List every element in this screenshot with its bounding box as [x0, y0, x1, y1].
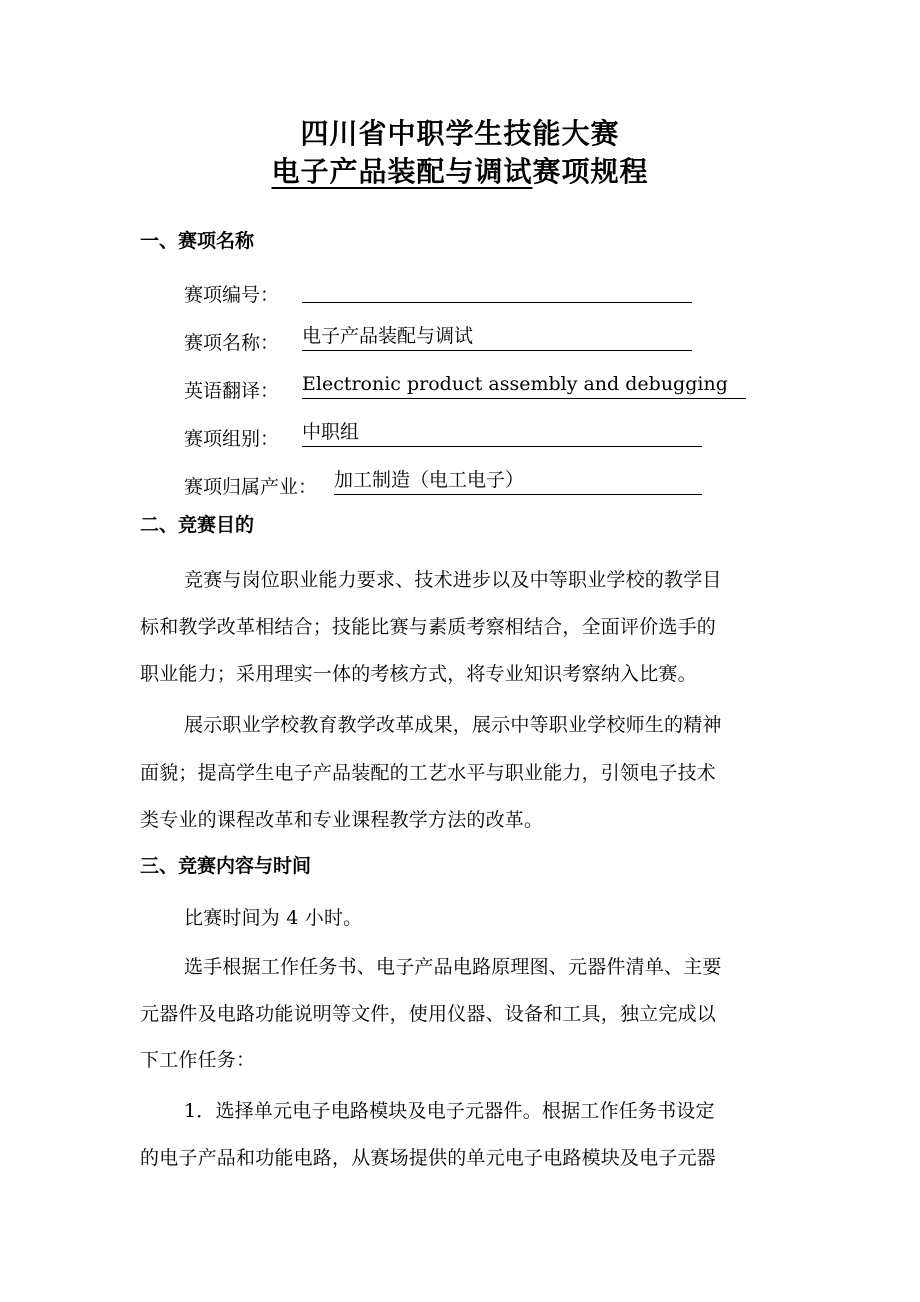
- field-value-english: Electronic product assembly and debugging: [302, 372, 746, 399]
- document-title-line2: [0, 150, 920, 190]
- field-value-event-number: [302, 276, 692, 303]
- paragraph-line: 元器件及电路功能说明等文件，使用仪器、设备和工具，独立完成以: [140, 1003, 717, 1025]
- paragraph-line: 比赛时间为 4 小时。: [184, 907, 363, 929]
- paragraph-line: 1．选择单元电子电路模块及电子元器件。根据工作任务书设定: [184, 1100, 715, 1122]
- paragraph-line: 下工作任务：: [140, 1049, 256, 1071]
- field-label-event-number: 赛项编号：: [184, 284, 280, 306]
- paragraph-line: 面貌；提高学生电子产品装配的工艺水平与职业能力，引领电子技术: [140, 762, 717, 784]
- paragraph-line: 展示职业学校教育教学改革成果，展示中等职业学校师生的精神: [184, 714, 722, 736]
- paragraph-line: 职业能力；采用理实一体的考核方式，将专业知识考察纳入比赛。: [140, 663, 697, 685]
- title-suffix: 赛项规程: [532, 155, 649, 188]
- field-label-industry: 赛项归属产业：: [184, 476, 318, 498]
- section3-heading: 三、竞赛内容与时间: [140, 855, 312, 877]
- field-value-industry: 加工制造（电工电子）: [334, 468, 702, 495]
- field-label-english: 英语翻译：: [184, 380, 280, 402]
- paragraph-line: 竞赛与岗位职业能力要求、技术进步以及中等职业学校的教学目: [184, 569, 722, 591]
- field-label-event-name: 赛项名称：: [184, 332, 280, 354]
- document-title-line1: 四川省中职学生技能大赛: [300, 117, 620, 150]
- paragraph-line: 的电子产品和功能电路，从赛场提供的单元电子电路模块及电子元器: [140, 1147, 717, 1169]
- field-value-group: 中职组: [302, 420, 702, 447]
- section1-heading: 一、赛项名称: [140, 230, 255, 252]
- field-label-group: 赛项组别：: [184, 428, 280, 450]
- field-value-event-name: 电子产品装配与调试: [302, 324, 692, 351]
- paragraph-line: 类专业的课程改革和专业课程教学方法的改革。: [140, 809, 544, 831]
- section2-heading: 二、竞赛目的: [140, 514, 255, 536]
- paragraph-line: 标和教学改革相结合；技能比赛与素质考察相结合，全面评价选手的: [140, 616, 717, 638]
- title-event-name: 电子产品装配与调试: [271, 155, 533, 188]
- paragraph-line: 选手根据工作任务书、电子产品电路原理图、元器件清单、主要: [184, 956, 722, 978]
